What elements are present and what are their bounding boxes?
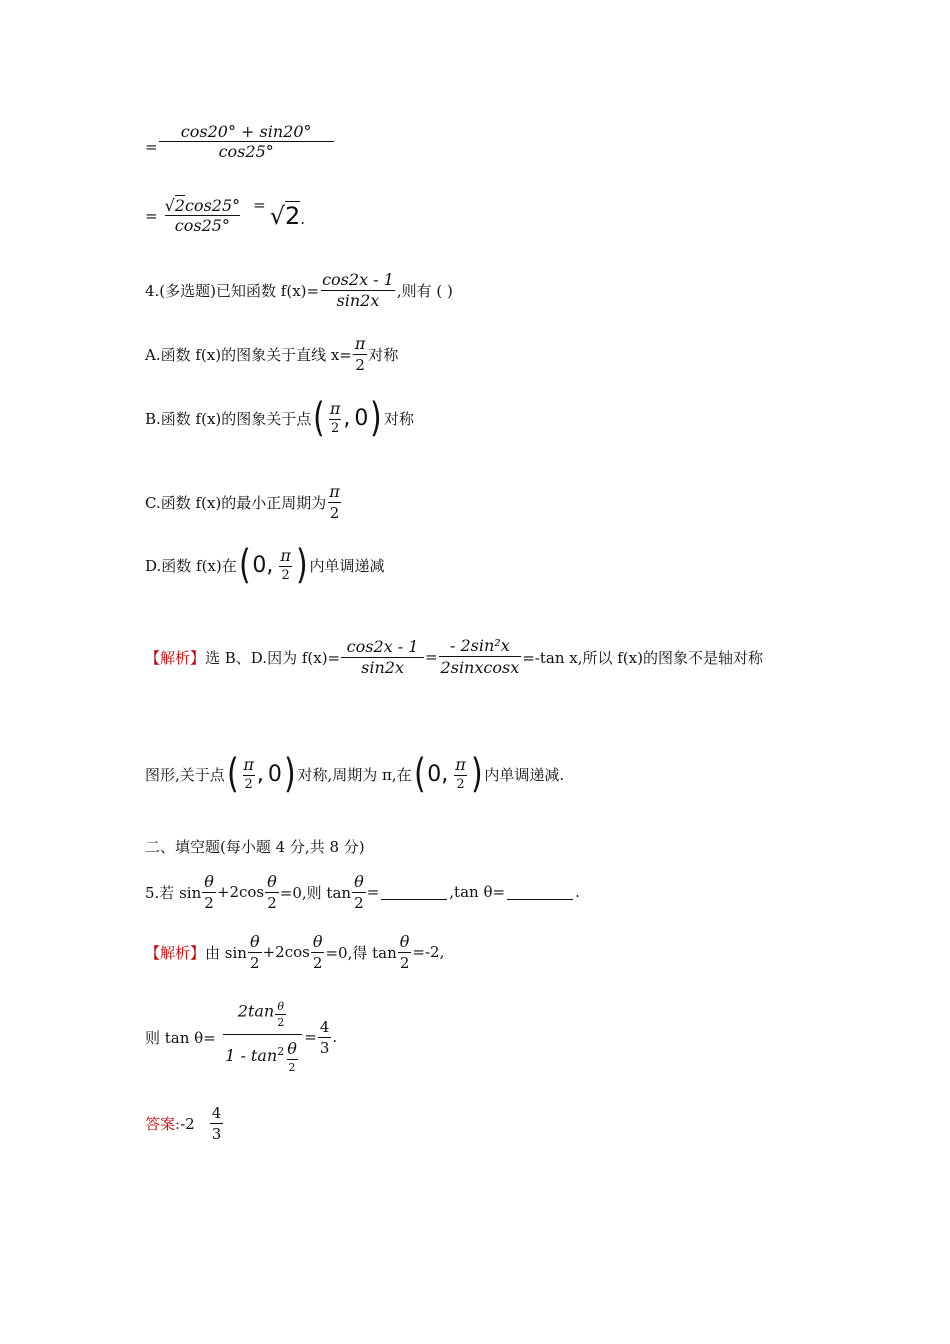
fraction: $\frac{\pi}{2}$ [455, 754, 466, 792]
fraction: $\frac{\theta}{2}$ [354, 872, 364, 913]
fraction: $\frac{\text{- 2sin²x}}{\text{2sinxcosx}}$ [440, 636, 520, 678]
answer-blank-2[interactable] [507, 885, 573, 900]
right-paren: ) [470, 751, 483, 797]
left-paren: ( [413, 751, 426, 797]
fraction: $\frac{4}{3}$ [319, 1017, 330, 1057]
fraction: $\frac{\pi}{2}$ [354, 334, 366, 375]
sol5-line1: 【解析】 由 sin $\frac{\theta}{2}$ +2cos $\frac{\theta}{2}$ =0,得 tan $\frac{\theta}{2}$ =-2, [145, 932, 445, 973]
fraction: $\frac{\cos 2x - 1}{\sin 2x}$ [322, 270, 394, 311]
sol4-line1: 【解析】 选 B、D.因为 f(x)= $\frac{\cos 2x - 1}{\sin 2x}$ = $\frac{\text{- 2sin²x}}{\text{2sinxcosx}}$ =-tan x,所以 f(x)的图象不是轴对称 [145, 636, 763, 678]
fraction: $\frac{\theta}{2}$ [399, 932, 410, 973]
prev-step-2: = $\frac{√2\cos 25^\circ}{\cos 25^\circ}$ = √2. [145, 196, 306, 236]
fraction: $\frac{√2\cos 25^\circ}{\cos 25^\circ}$ [164, 196, 241, 236]
fraction: $\frac{\theta}{2}$ [277, 1000, 285, 1030]
fraction: $\frac{\theta}{2}$ [204, 872, 214, 913]
fraction: $\frac{4}{3}$ [211, 1104, 222, 1143]
fraction: $\frac{\theta}{2}$ [287, 1038, 297, 1075]
right-paren: ) [370, 395, 383, 441]
sqrt-symbol: √ [164, 196, 175, 215]
prev-step-1: = $\frac{\cos 20^\circ + \sin 20^\circ}{\cos 25^\circ}$ [145, 122, 335, 162]
result: √2. [269, 202, 306, 231]
left-paren: ( [226, 751, 239, 797]
sqrt-symbol: √ [269, 202, 286, 231]
q4-option-a: A.函数 f(x)的图象关于直线 x= $\frac{\pi}{2}$ 对称 [145, 334, 399, 375]
analysis-tag: 【解析】 [145, 648, 206, 667]
left-paren: ( [238, 542, 251, 588]
q4-stem: 4.(多选题)已知函数 f(x)= $\frac{\cos 2x - 1}{\sin 2x}$ ,则有 ( ) [145, 270, 453, 311]
answer-blank-1[interactable] [381, 885, 447, 900]
answer-label: 答案: [145, 1115, 181, 1134]
q4-option-c: C.函数 f(x)的最小正周期为 $\frac{\pi}{2}$ [145, 482, 340, 523]
fraction: $\frac{\cos 20^\circ + \sin 20^\circ}{\cos 25^\circ}$ [159, 122, 334, 162]
left-paren: ( [313, 395, 325, 441]
fraction: $\frac{\pi}{2}$ [280, 545, 291, 583]
sol4-line2: 图形,关于点 ( $\frac{\pi}{2}$ , 0 ) 对称,周期为 π,在 ( 0 , $\frac{\pi}{2}$ ) 内单调递减. [145, 751, 565, 797]
answer-line: 答案: -2 $\frac{4}{3}$ [145, 1104, 222, 1143]
fraction: $\frac{\theta}{2}$ [312, 932, 323, 973]
fraction: $\frac{\pi}{2}$ [329, 398, 341, 436]
fraction: $\frac{\pi}{2}$ [329, 482, 340, 523]
fraction: $\frac{\cos 2x - 1}{\sin 2x}$ [341, 637, 424, 678]
analysis-tag: 【解析】 [145, 943, 206, 962]
section-title: 二、填空题(每小题 4 分,共 8 分) [145, 838, 365, 856]
right-paren: ) [295, 542, 308, 588]
right-paren: ) [283, 751, 296, 797]
fraction: $\frac{\theta}{2}$ [267, 872, 277, 913]
q5-stem: 5.若 sin $\frac{\theta}{2}$ +2cos $\frac{\theta}{2}$ =0,则 tan $\frac{\theta}{2}$ = ,tan θ= . [145, 872, 580, 913]
q4-option-b: B.函数 f(x)的图象关于点 ( $\frac{\pi}{2}$ , 0 ) 对称 [145, 395, 415, 441]
fraction: 2tan $\frac{\theta}{2}$ $1 - \tan^2$ $\frac{\theta}{2}$ [222, 1000, 303, 1075]
sol5-line2: 则 tan θ= 2tan $\frac{\theta}{2}$ $1 - \tan^2$ $\frac{\theta}{2}$ = $\frac{4}{3}$ . [145, 1000, 338, 1075]
fraction: $\frac{\theta}{2}$ [249, 932, 260, 973]
fraction: $\frac{\pi}{2}$ [243, 754, 254, 792]
q4-option-d: D.函数 f(x)在 ( 0 , $\frac{\pi}{2}$ ) 内单调递减 [145, 542, 385, 588]
